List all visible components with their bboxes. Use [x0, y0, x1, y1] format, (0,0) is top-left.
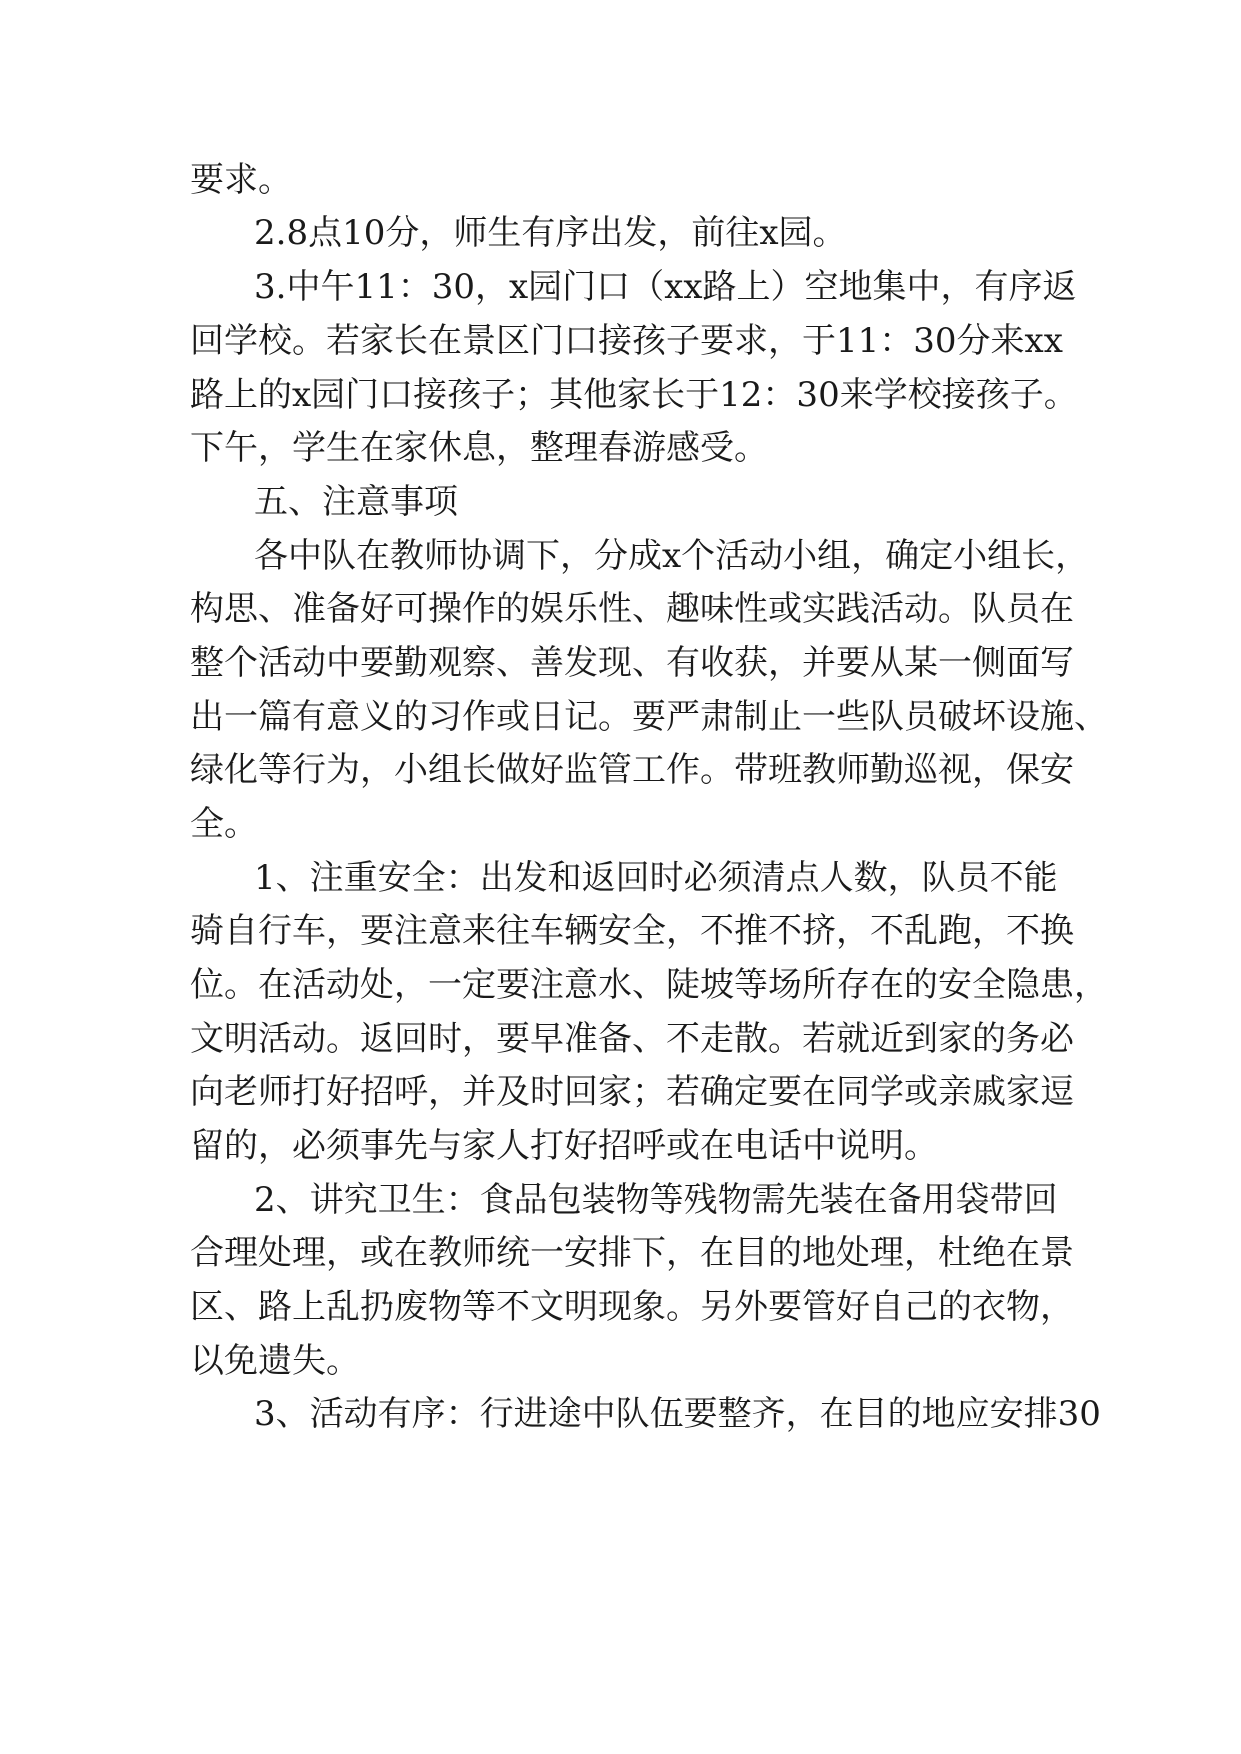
text-line: 整个活动中要勤观察、善发现、有收获，并要从某一侧面写 — [190, 643, 1074, 683]
text-line: 骑自行车，要注意来往车辆安全，不推不挤，不乱跑，不换 — [190, 911, 1074, 951]
text-line: 1、注重安全：出发和返回时必须清点人数，队员不能 — [254, 858, 1058, 898]
text-line: 下午，学生在家休息，整理春游感受。 — [190, 428, 768, 468]
text-line: 全。 — [190, 804, 258, 844]
text-line: 3.中午11：30，x园门口（xx路上）空地集中，有序返 — [254, 267, 1077, 307]
text-line: 以免遗失。 — [190, 1341, 360, 1381]
section-heading: 五、注意事项 — [254, 482, 458, 522]
text-line: 向老师打好招呼，并及时回家；若确定要在同学或亲戚家逗 — [190, 1072, 1074, 1112]
text-line: 3、活动有序：行进途中队伍要整齐，在目的地应安排30 — [254, 1394, 1101, 1434]
text-line: 文明活动。返回时，要早准备、不走散。若就近到家的务必 — [190, 1019, 1074, 1059]
text-line: 合理处理，或在教师统一安排下，在目的地处理，杜绝在景 — [190, 1233, 1074, 1273]
text-line: 区、路上乱扔废物等不文明现象。另外要管好自己的衣物， — [190, 1287, 1074, 1327]
text-line: 绿化等行为，小组长做好监管工作。带班教师勤巡视，保安 — [190, 750, 1074, 790]
text-line: 回学校。若家长在景区门口接孩子要求，于11：30分来xx — [190, 321, 1063, 361]
text-line: 路上的x园门口接孩子；其他家长于12：30来学校接孩子。 — [190, 375, 1078, 415]
text-line: 各中队在教师协调下，分成x个活动小组，确定小组长， — [254, 536, 1090, 576]
text-line: 位。在活动处，一定要注意水、陡坡等场所存在的安全隐患， — [190, 965, 1108, 1005]
text-line: 2.8点10分，师生有序出发，前往x园。 — [254, 213, 847, 253]
text-line: 构思、准备好可操作的娱乐性、趣味性或实践活动。队员在 — [190, 589, 1074, 629]
text-line: 出一篇有意义的习作或日记。要严肃制止一些队员破坏设施、 — [190, 697, 1108, 737]
text-line: 留的，必须事先与家人打好招呼或在电话中说明。 — [190, 1126, 938, 1166]
text-line: 2、讲究卫生：食品包装物等残物需先装在备用袋带回 — [254, 1180, 1058, 1220]
text-line: 要求。 — [190, 160, 292, 200]
